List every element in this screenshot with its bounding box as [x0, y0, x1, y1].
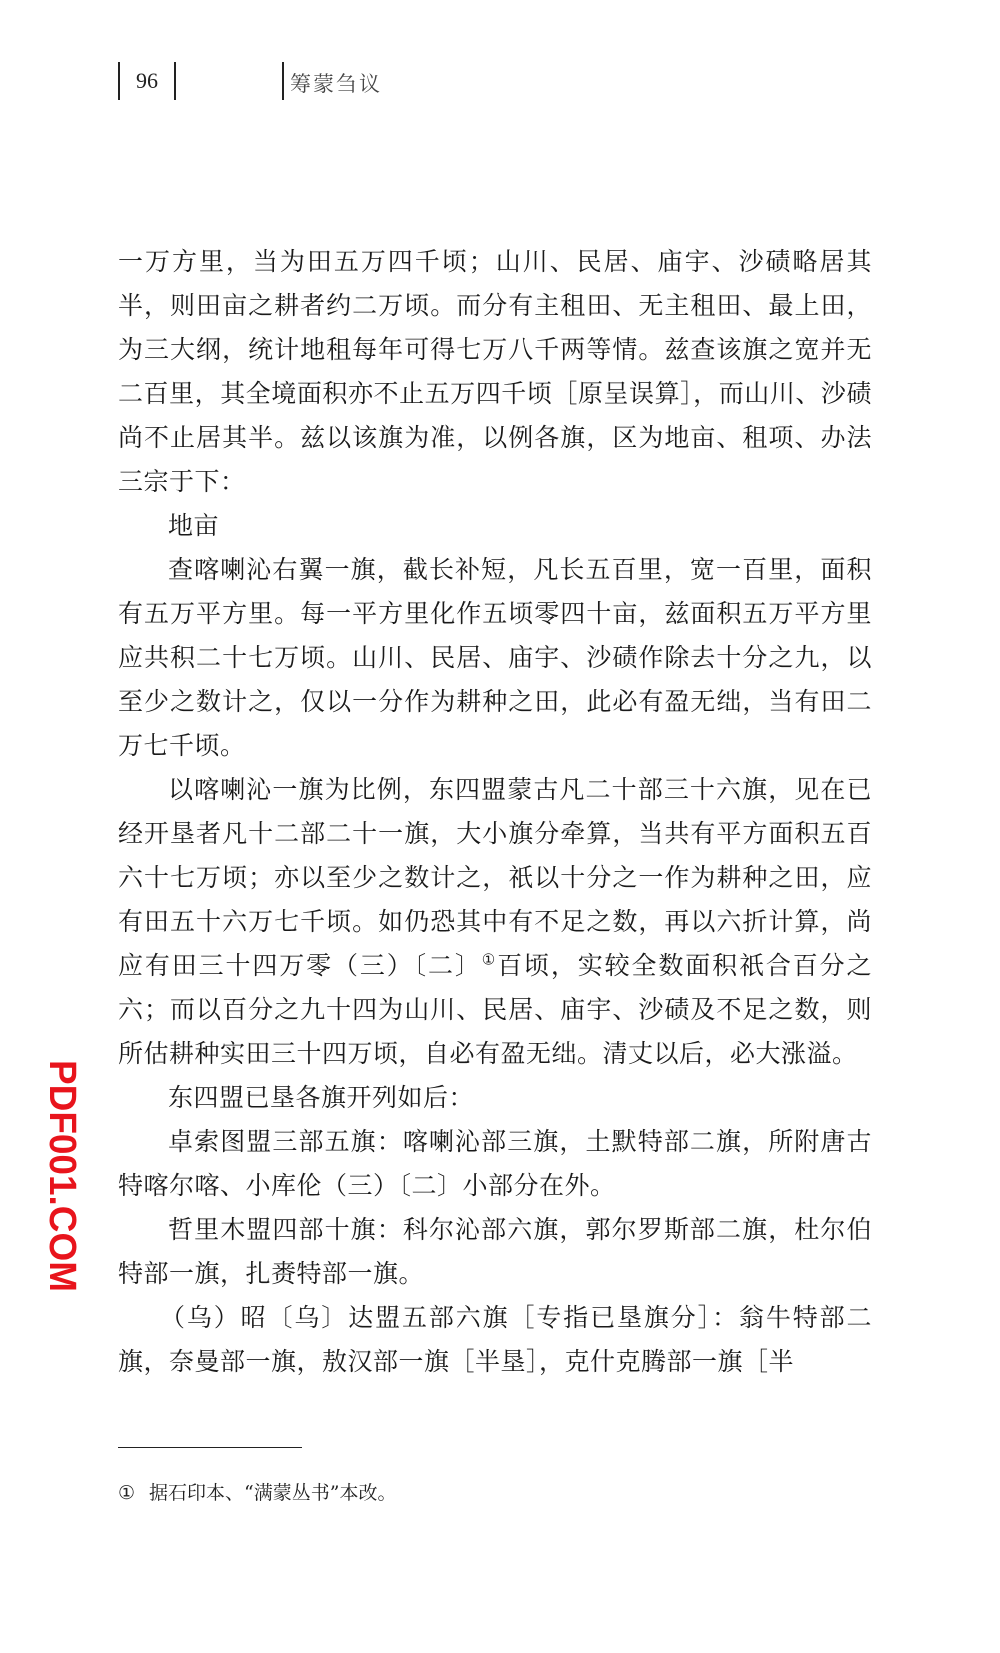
header-divider: [282, 62, 284, 100]
paragraph: 卓索图盟三部五旗：喀喇沁部三旗，土默特部二旗，所附唐古特喀尔喀、小库伦（三）〔二〕小部分在外。: [118, 1127, 872, 1200]
paragraph: 哲里木盟四部十旗：科尔沁部六旗，郭尔罗斯部二旗，杜尔伯特部一旗，扎赉特部一旗。: [118, 1215, 872, 1288]
paragraph: 一万方里，当为田五万四千顷；山川、民居、庙宇、沙碛略居其半，则田亩之耕者约二万顷。而分有主租田、无主租田、最上田，为三大纲，统计地租每年可得七万八千两等情。兹查该旗之宽并无二百里，其全境面积亦不止五万四千顷［原呈误算］，而山川、沙碛尚不止居其半。兹以该旗为准，以例各旗，区为地亩、租项、办法三宗于下：: [118, 247, 872, 496]
running-title: 筹蒙刍议: [290, 72, 382, 96]
paragraph: [118, 768, 872, 1076]
paragraph-text: 百顷，实较全数面积祇合百分之六；而以百分之九十四为山川、民居、庙宇、沙碛及不足之数，则所估耕种实田三十四万顷，自必有盈无绌。清丈以后，必大涨溢。: [118, 951, 872, 1068]
watermark-text: PDF001.COM: [41, 1060, 83, 1299]
footnote-rule: [118, 1447, 302, 1448]
body-text: [118, 240, 872, 1384]
header-divider: [118, 62, 120, 100]
footnote-mark: ①: [118, 1482, 136, 1504]
section-heading: 地亩: [168, 511, 220, 540]
paragraph: 查喀喇沁右翼一旗，截长补短，凡长五百里，宽一百里，面积有五万平方里。每一平方里化作五顷零四十亩，兹面积五万平方里应共积二十七万顷。山川、民居、庙宇、沙碛作除去十分之九，以至少之数计之，仅以一分作为耕种之田，此必有盈无绌，当有田二万七千顷。: [118, 555, 872, 760]
footnote-text: 据石印本、“满蒙丛书”本改。: [149, 1482, 397, 1504]
footnote-reference[interactable]: ①: [481, 950, 498, 969]
page-number: 96: [136, 68, 158, 93]
watermark: [28, 1060, 98, 1300]
footnote: [118, 1478, 396, 1505]
paragraph: （乌）昭〔乌〕达盟五部六旗［专指已垦旗分］：翁牛特部二旗，奈曼部一旗，敖汉部一旗［半垦］，克什克腾部一旗［半: [118, 1303, 872, 1376]
header-divider: [174, 62, 176, 100]
running-header: [118, 62, 518, 102]
paragraph-text: 以喀喇沁一旗为比例，东四盟蒙古凡二十部三十六旗，见在已经开垦者凡十二部二十一旗，大小旗分牵算，当共有平方面积五百六十七万顷；亦以至少之数计之，祇以十分之一作为耕种之田，应有田五十六万七千顷。如仍恐其中有不足之数，再以六折计算，尚应有田三十四万零（三）〔二〕: [118, 775, 872, 980]
paragraph: 东四盟已垦各旗开列如后：: [168, 1083, 475, 1112]
